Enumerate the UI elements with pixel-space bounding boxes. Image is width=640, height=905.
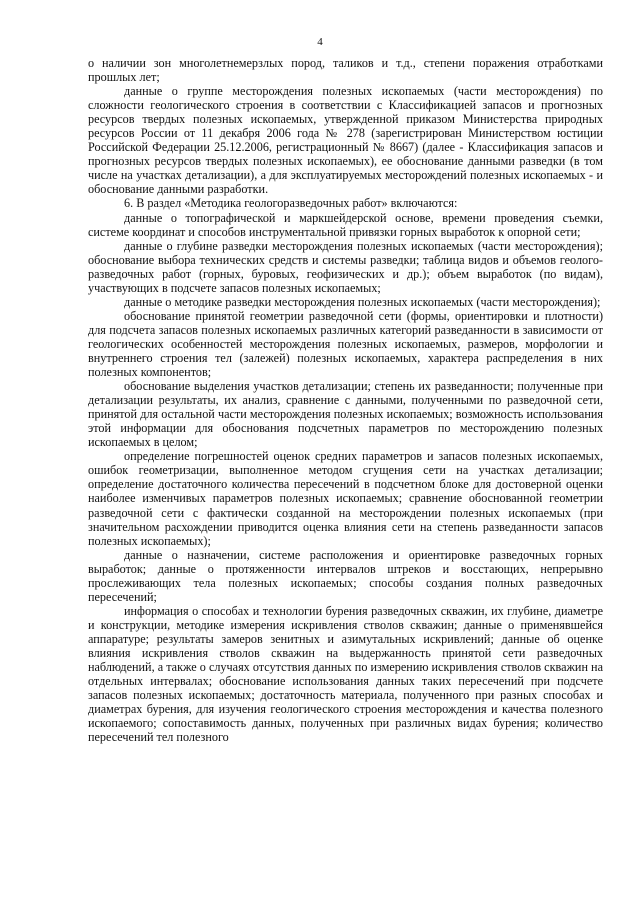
paragraph: данные о топографической и маркшейдерской основе, времени проведения съемки, системе координат и способов инструментальной привязки горных выработок к опорной сети;	[88, 210, 603, 239]
section-heading-paragraph: 6. В раздел «Методика геологоразведочных работ» включаются:	[124, 196, 458, 211]
paragraph: данные о назначении, системе расположения и ориентировке разведочных горных выработок; данные о протяженности интервалов штреков и восстающих, непрерывно прослеживающих тела полезных ископаемых; способы создания полных разведочных пересечений;	[88, 547, 603, 604]
paragraph: данные о группе месторождения полезных ископаемых (части месторождения) по сложности геологического строения в соответствии с Классификацией запасов и прогнозных ресурсов твердых полезных ископаемых, утвержденной приказом Министерства природных ресурсов России от 11 декабря 2006 года № 278 (зарегистрирован Министерством юстиции Российской Федерации 25.12.2006, регистрационный № 8667) (далее - Классификация запасов и прогнозных ресурсов твердых полезных ископаемых), ее обоснование данными разведки (в том числе на участках детализации), а для эксплуатируемых месторождений полезных ископаемых - и обоснование данными разработки.	[88, 84, 603, 197]
paragraph: определение погрешностей оценок средних параметров и запасов полезных ископаемых, ошибок геометризации, выполненное методом сгущения сети на участках детализации; определение достаточного количества пересечений в подсчетном блоке для достоверной оценки наиболее изменчивых параметров полезных ископаемых; сравнение обоснованной геометрии разведочной сети с фактически созданной на месторождении полезных ископаемых (при значительном расхождении приводится оценка влияния сети на степень разведанности запасов полезных ископаемых);	[88, 449, 603, 548]
document-body	[88, 56, 603, 744]
paragraph: обоснование принятой геометрии разведочной сети (формы, ориентировки и плотности) для подсчета запасов полезных ископаемых различных категорий разведанности в зависимости от геологических особенностей месторождения полезных ископаемых, размеров, морфологии и внутреннего строения тел (залежей) полезных ископаемых, характера распределения в них полезных компонентов;	[88, 308, 603, 380]
page-number: 4	[317, 36, 323, 48]
paragraph: о наличии зон многолетнемерзлых пород, таликов и т.д., степени поражения отработками прошлых лет;	[88, 56, 603, 85]
paragraph: данные о глубине разведки месторождения полезных ископаемых (части месторождения); обоснование выбора технических средств и системы разведки; таблица видов и объемов геолого-разведочных работ (горных, буровых, геофизических и др.); объем выработок (по видам), участвующих в подсчете запасов полезных ископаемых;	[88, 238, 603, 295]
paragraph: данные о методике разведки месторождения полезных ископаемых (части месторождения);	[124, 294, 601, 309]
paragraph: обоснование выделения участков детализации; степень их разведанности; полученные при детализации результаты, их анализ, сравнение с данными, полученными по разведочной сети, принятой для остальной части месторождения полезных ископаемых; возможность использования этой информации для обоснования подсчетных параметров по месторождению полезных ископаемых в целом;	[88, 379, 603, 450]
paragraph: информация о способах и технологии бурения разведочных скважин, их глубине, диаметре и конструкции, методике измерения искривления стволов скважин; данные о применявшейся аппаратуре; результаты замеров зенитных и азимутальных искривлений; данные об оценке влияния искривления стволов скважин на выдержанность принятой сети разведочных наблюдений, а также о случаях отсутствия данных по измерению искривления стволов скважин на отдельных интервалах; обоснование использования данных таких пересечений при подсчете запасов полезных ископаемых; достаточность материала, полученного при разных способах и диаметрах бурения, для изучения геологического строения месторождения и качества полезного ископаемого; сопоставимость данных, полученных при различных видах бурения; количество пересечений тел полезного	[88, 603, 603, 745]
